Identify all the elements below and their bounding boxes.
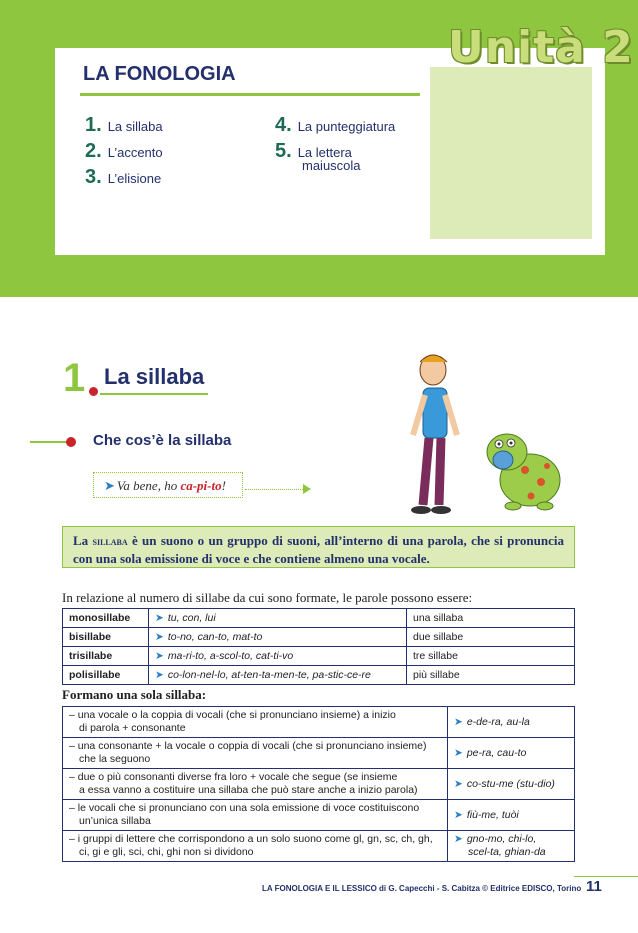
- table-row: [63, 647, 575, 666]
- rule-line: di parola + consonante: [79, 722, 186, 734]
- section-title: LA FONOLOGIA: [83, 63, 236, 85]
- title-rule: [80, 93, 420, 96]
- toc-item-3[interactable]: [85, 166, 161, 189]
- arrow-icon: ➤: [454, 715, 463, 728]
- arrow-icon: ➤: [454, 746, 463, 759]
- toc-label: La punteggiatura: [297, 119, 396, 134]
- example-text: gno-mo, chi-lo,: [466, 833, 537, 845]
- table-row: [63, 707, 575, 738]
- word-examples: [149, 628, 407, 647]
- example-text: e-de-ra, au-la: [466, 715, 530, 728]
- rule-line: un’unica sillaba: [79, 815, 151, 827]
- table-row: [63, 800, 575, 831]
- rule-line: – i gruppi di lettere che corrispondono a un solo suono come gl, gn, sc, ch, gh,: [69, 833, 433, 845]
- definition-part2: è un suono o un gruppo di suoni, all’interno di una parola, che si pronuncia con una sola emissione di voce e che contiene almeno una vocale.: [73, 533, 565, 566]
- toc-num: 2.: [85, 140, 102, 162]
- toc-label: maiuscola: [302, 158, 361, 173]
- toc-num: 1.: [85, 114, 102, 136]
- subtitle-dot: [66, 437, 76, 447]
- lesson-rule: [100, 393, 208, 395]
- toc-item-1[interactable]: [85, 114, 163, 137]
- arrow-icon: ➤: [454, 833, 463, 845]
- footer-rule: [574, 876, 638, 877]
- boy-and-dog-illustration: [395, 340, 575, 530]
- toc-item-5-cont: [302, 158, 361, 173]
- page-number: 11: [586, 878, 602, 895]
- rule-line: – le vocali che si pronunciano con una sola emissione di voce costituiscono: [69, 802, 420, 814]
- word-type: monosillabe: [63, 609, 149, 628]
- arrow-icon: ➤: [104, 478, 115, 493]
- arrow-icon: ➤: [155, 669, 164, 681]
- rules-heading: Formano una sola sillaba:: [62, 687, 207, 702]
- tip-prefix: Va bene, ho: [116, 478, 181, 493]
- intro-text: In relazione al numero di sillabe da cui sono formate, le parole possono essere:: [62, 590, 473, 605]
- tip-emphasis: ca-pi-to: [180, 478, 222, 493]
- tip-text: [104, 478, 226, 494]
- footer-credit: LA FONOLOGIA E IL LESSICO di G. Capecchi - S. Cabitza © Editrice EDISCO, Torino: [262, 884, 582, 893]
- rule-example: [448, 800, 575, 831]
- definition-text: [73, 532, 564, 567]
- rule-example: [448, 769, 575, 800]
- example-text: scel-ta, ghian-da: [468, 846, 546, 858]
- syllable-count: una sillaba: [407, 609, 575, 628]
- toc-num: 3.: [85, 166, 102, 188]
- lesson-subtitle: Che cos’è la sillaba: [93, 432, 232, 449]
- rule-line: – una consonante + la vocale o coppia di vocali (che si pronunciano insieme): [69, 740, 427, 752]
- table-row: [63, 666, 575, 685]
- unit-panel: [430, 67, 592, 239]
- rule-line: – una vocale o la coppia di vocali (che si pronunciano insieme) a inizio: [69, 709, 396, 721]
- syllable-count: tre sillabe: [407, 647, 575, 666]
- definition-box: [62, 526, 575, 568]
- definition-part1: La: [73, 533, 93, 548]
- toc-item-2[interactable]: [85, 140, 163, 163]
- word-examples: [149, 647, 407, 666]
- toc-label: L’elisione: [107, 171, 162, 186]
- rule-text: [63, 738, 448, 769]
- rule-line: a essa vanno a costituire una sillaba che può stare anche a inizio parola): [79, 784, 418, 796]
- rule-text: [63, 769, 448, 800]
- word-examples: [149, 609, 407, 628]
- example-text: co-stu-me (stu-dio): [466, 777, 555, 790]
- examples-text: ma-ri-to, a-scol-to, cat-ti-vo: [167, 650, 294, 662]
- syllable-count: due sillabe: [407, 628, 575, 647]
- syllable-count: più sillabe: [407, 666, 575, 685]
- arrow-icon: ➤: [155, 631, 164, 643]
- examples-text: co-lon-nel-lo, at-ten-ta-men-te, pa-stic-ce-re: [167, 669, 371, 681]
- definition-term: sillaba: [92, 534, 128, 548]
- table-row: [63, 769, 575, 800]
- rules-table: [62, 706, 575, 862]
- table-row: [63, 609, 575, 628]
- lesson-dot: [89, 387, 98, 396]
- rule-example: [448, 707, 575, 738]
- lesson-title: La sillaba: [104, 364, 205, 389]
- word-type: bisillabe: [63, 628, 149, 647]
- rule-line: ci, gi e gli, sci, chi, ghi non si dividono: [79, 846, 254, 858]
- lesson-number: 1: [63, 356, 86, 400]
- toc-num: 5.: [275, 140, 292, 162]
- table-row: [63, 628, 575, 647]
- toc-item-4[interactable]: [275, 114, 395, 137]
- table-row: [63, 831, 575, 862]
- toc-label: L’accento: [107, 145, 163, 160]
- word-examples: [149, 666, 407, 685]
- tip-dotted-line: [245, 489, 307, 490]
- rule-text: [63, 831, 448, 862]
- tip-arrow-icon: [303, 484, 311, 494]
- subtitle-line: [30, 441, 70, 443]
- tip-suffix: !: [221, 478, 226, 493]
- rule-example: [448, 831, 575, 862]
- toc-num: 4.: [275, 114, 292, 136]
- rule-text: [63, 800, 448, 831]
- example-text: pe-ra, cau-to: [466, 746, 527, 759]
- example-text: fiù-me, tuòi: [466, 808, 519, 821]
- examples-text: to-no, can-to, mat-to: [167, 631, 263, 643]
- arrow-icon: ➤: [155, 612, 164, 624]
- arrow-icon: ➤: [155, 650, 164, 662]
- rule-line: che la seguono: [79, 753, 151, 765]
- table-row: [63, 738, 575, 769]
- toc-label: La sillaba: [107, 119, 163, 134]
- arrow-icon: ➤: [454, 777, 463, 790]
- word-type: polisillabe: [63, 666, 149, 685]
- rule-line: – due o più consonanti diverse fra loro + vocale che segue (se insieme: [69, 771, 398, 783]
- rule-example: [448, 738, 575, 769]
- arrow-icon: ➤: [454, 808, 463, 821]
- rule-text: [63, 707, 448, 738]
- word-types-table: [62, 608, 575, 685]
- word-type: trisillabe: [63, 647, 149, 666]
- examples-text: tu, con, lui: [167, 612, 216, 624]
- toc-label: La lettera: [297, 145, 352, 160]
- unit-title: Unità 2: [448, 22, 634, 73]
